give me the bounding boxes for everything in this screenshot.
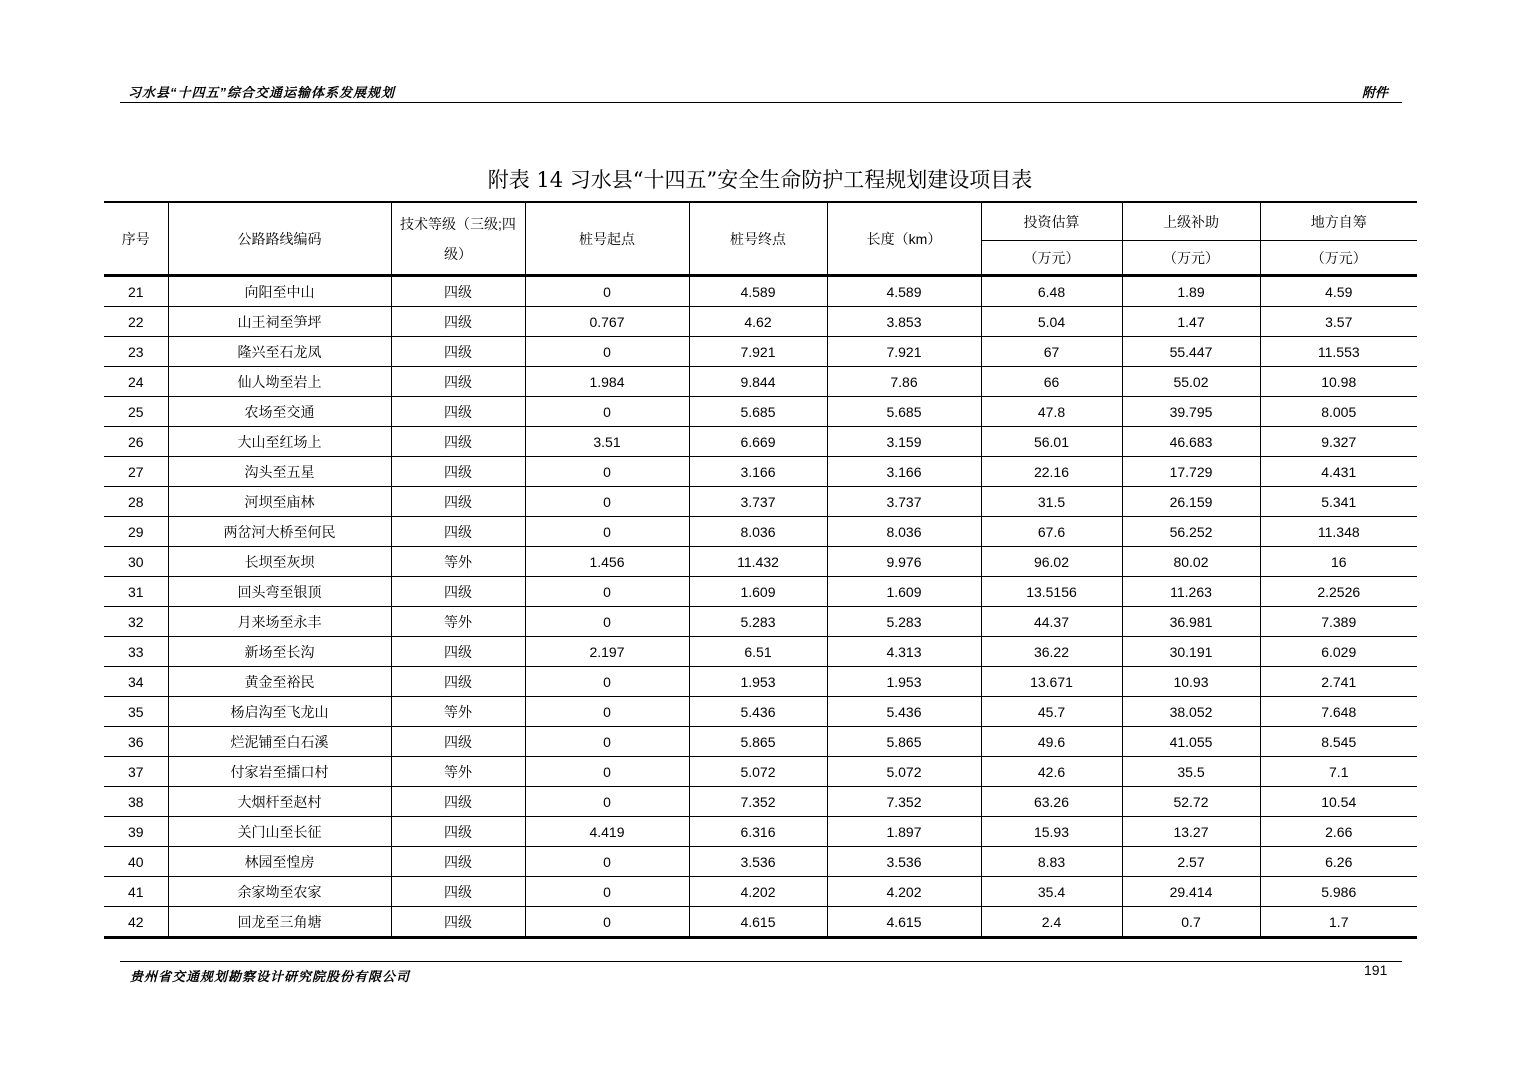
table-row xyxy=(104,817,1417,847)
table-row xyxy=(104,427,1417,457)
cell-length: 3.853 xyxy=(827,307,981,337)
cell-route-code: 长坝至灰坝 xyxy=(168,547,391,577)
header-investment: 投资估算 xyxy=(981,202,1122,241)
cell-length: 3.159 xyxy=(827,427,981,457)
cell-local-funding: 3.57 xyxy=(1260,307,1417,337)
cell-subsidy: 55.02 xyxy=(1122,367,1260,397)
cell-start-station: 0 xyxy=(525,607,689,637)
cell-end-station: 3.166 xyxy=(689,457,827,487)
cell-subsidy: 26.159 xyxy=(1122,487,1260,517)
cell-tech-grade: 四级 xyxy=(391,307,525,337)
table-row xyxy=(104,337,1417,367)
cell-route-code: 沟头至五星 xyxy=(168,457,391,487)
cell-end-station: 9.844 xyxy=(689,367,827,397)
cell-local-funding: 10.54 xyxy=(1260,787,1417,817)
cell-local-funding: 2.2526 xyxy=(1260,577,1417,607)
cell-route-code: 河坝至庙林 xyxy=(168,487,391,517)
cell-tech-grade: 等外 xyxy=(391,547,525,577)
cell-local-funding: 2.66 xyxy=(1260,817,1417,847)
header-section-label: 附件 xyxy=(1361,85,1388,100)
cell-length: 5.865 xyxy=(827,727,981,757)
cell-length: 4.615 xyxy=(827,907,981,938)
table-row xyxy=(104,877,1417,907)
cell-end-station: 7.921 xyxy=(689,337,827,367)
cell-local-funding: 11.553 xyxy=(1260,337,1417,367)
cell-route-code: 月来场至永丰 xyxy=(168,607,391,637)
cell-local-funding: 8.005 xyxy=(1260,397,1417,427)
cell-investment: 2.4 xyxy=(981,907,1122,938)
table-row xyxy=(104,847,1417,877)
cell-subsidy: 39.795 xyxy=(1122,397,1260,427)
cell-subsidy: 52.72 xyxy=(1122,787,1260,817)
cell-route-code: 余家坳至农家 xyxy=(168,877,391,907)
cell-seq: 22 xyxy=(104,307,168,337)
cell-tech-grade: 四级 xyxy=(391,907,525,938)
header-document-title: 习水县“十四五”综合交通运输体系发展规划 xyxy=(128,85,396,100)
cell-length: 4.589 xyxy=(827,276,981,307)
cell-tech-grade: 四级 xyxy=(391,427,525,457)
cell-seq: 40 xyxy=(104,847,168,877)
cell-tech-grade: 四级 xyxy=(391,637,525,667)
footer-rule xyxy=(120,961,1402,962)
cell-local-funding: 7.648 xyxy=(1260,697,1417,727)
cell-local-funding: 1.7 xyxy=(1260,907,1417,938)
cell-seq: 30 xyxy=(104,547,168,577)
cell-investment: 67 xyxy=(981,337,1122,367)
cell-seq: 25 xyxy=(104,397,168,427)
cell-tech-grade: 四级 xyxy=(391,276,525,307)
cell-route-code: 仙人坳至岩上 xyxy=(168,367,391,397)
cell-end-station: 5.436 xyxy=(689,697,827,727)
cell-local-funding: 9.327 xyxy=(1260,427,1417,457)
cell-tech-grade: 四级 xyxy=(391,847,525,877)
cell-seq: 31 xyxy=(104,577,168,607)
table-body xyxy=(104,276,1417,938)
cell-local-funding: 8.545 xyxy=(1260,727,1417,757)
cell-seq: 27 xyxy=(104,457,168,487)
cell-investment: 47.8 xyxy=(981,397,1122,427)
cell-start-station: 0 xyxy=(525,727,689,757)
table-row xyxy=(104,757,1417,787)
cell-tech-grade: 四级 xyxy=(391,727,525,757)
cell-seq: 21 xyxy=(104,276,168,307)
cell-length: 1.953 xyxy=(827,667,981,697)
cell-start-station: 3.51 xyxy=(525,427,689,457)
cell-tech-grade: 等外 xyxy=(391,757,525,787)
cell-investment: 96.02 xyxy=(981,547,1122,577)
cell-tech-grade: 四级 xyxy=(391,667,525,697)
cell-route-code: 大山至红场上 xyxy=(168,427,391,457)
cell-end-station: 4.62 xyxy=(689,307,827,337)
cell-route-code: 隆兴至石龙凤 xyxy=(168,337,391,367)
header-subsidy: 上级补助 xyxy=(1122,202,1260,241)
page-header xyxy=(120,80,1402,103)
table-row xyxy=(104,787,1417,817)
cell-local-funding: 4.431 xyxy=(1260,457,1417,487)
cell-investment: 31.5 xyxy=(981,487,1122,517)
cell-seq: 37 xyxy=(104,757,168,787)
cell-end-station: 3.737 xyxy=(689,487,827,517)
cell-end-station: 5.865 xyxy=(689,727,827,757)
cell-route-code: 农场至交通 xyxy=(168,397,391,427)
cell-length: 7.921 xyxy=(827,337,981,367)
header-tech-grade: 技术等级（三级;四级） xyxy=(391,202,525,276)
table-row xyxy=(104,607,1417,637)
cell-tech-grade: 四级 xyxy=(391,397,525,427)
cell-tech-grade: 四级 xyxy=(391,487,525,517)
cell-length: 7.352 xyxy=(827,787,981,817)
cell-end-station: 6.51 xyxy=(689,637,827,667)
header-length: 长度（km） xyxy=(827,202,981,276)
table-row xyxy=(104,517,1417,547)
cell-tech-grade: 等外 xyxy=(391,607,525,637)
cell-tech-grade: 四级 xyxy=(391,517,525,547)
cell-local-funding: 6.029 xyxy=(1260,637,1417,667)
cell-end-station: 4.589 xyxy=(689,276,827,307)
cell-length: 7.86 xyxy=(827,367,981,397)
cell-route-code: 回头弯至银顶 xyxy=(168,577,391,607)
cell-length: 5.436 xyxy=(827,697,981,727)
cell-local-funding: 7.1 xyxy=(1260,757,1417,787)
cell-start-station: 0 xyxy=(525,907,689,938)
cell-start-station: 0 xyxy=(525,397,689,427)
cell-end-station: 6.316 xyxy=(689,817,827,847)
cell-investment: 36.22 xyxy=(981,637,1122,667)
cell-start-station: 0 xyxy=(525,457,689,487)
cell-route-code: 回龙至三角塘 xyxy=(168,907,391,938)
cell-subsidy: 30.191 xyxy=(1122,637,1260,667)
cell-route-code: 大烟杆至赵村 xyxy=(168,787,391,817)
cell-route-code: 两岔河大桥至何民 xyxy=(168,517,391,547)
cell-start-station: 0 xyxy=(525,787,689,817)
cell-seq: 23 xyxy=(104,337,168,367)
table-row xyxy=(104,367,1417,397)
cell-end-station: 6.669 xyxy=(689,427,827,457)
header-local-funding: 地方自筹 xyxy=(1260,202,1417,241)
cell-end-station: 1.953 xyxy=(689,667,827,697)
cell-start-station: 0 xyxy=(525,577,689,607)
cell-start-station: 0 xyxy=(525,757,689,787)
cell-start-station: 1.456 xyxy=(525,547,689,577)
table-row xyxy=(104,487,1417,517)
cell-tech-grade: 四级 xyxy=(391,787,525,817)
cell-start-station: 0 xyxy=(525,276,689,307)
cell-seq: 41 xyxy=(104,877,168,907)
cell-route-code: 新场至长沟 xyxy=(168,637,391,667)
cell-subsidy: 35.5 xyxy=(1122,757,1260,787)
cell-investment: 15.93 xyxy=(981,817,1122,847)
cell-tech-grade: 四级 xyxy=(391,367,525,397)
header-local-funding-unit: （万元） xyxy=(1260,241,1417,276)
cell-local-funding: 5.986 xyxy=(1260,877,1417,907)
cell-subsidy: 0.7 xyxy=(1122,907,1260,938)
table-row xyxy=(104,457,1417,487)
cell-start-station: 0.767 xyxy=(525,307,689,337)
cell-investment: 42.6 xyxy=(981,757,1122,787)
cell-tech-grade: 四级 xyxy=(391,337,525,367)
cell-start-station: 0 xyxy=(525,517,689,547)
page-number: 191 xyxy=(1364,962,1388,978)
table-row xyxy=(104,697,1417,727)
cell-investment: 35.4 xyxy=(981,877,1122,907)
cell-local-funding: 6.26 xyxy=(1260,847,1417,877)
cell-length: 4.313 xyxy=(827,637,981,667)
table-row xyxy=(104,907,1417,938)
cell-investment: 67.6 xyxy=(981,517,1122,547)
header-end-station: 桩号终点 xyxy=(689,202,827,276)
cell-subsidy: 11.263 xyxy=(1122,577,1260,607)
table-row xyxy=(104,667,1417,697)
cell-end-station: 5.685 xyxy=(689,397,827,427)
cell-investment: 44.37 xyxy=(981,607,1122,637)
cell-subsidy: 2.57 xyxy=(1122,847,1260,877)
cell-subsidy: 29.414 xyxy=(1122,877,1260,907)
header-start-station: 桩号起点 xyxy=(525,202,689,276)
cell-length: 8.036 xyxy=(827,517,981,547)
table-row xyxy=(104,637,1417,667)
cell-investment: 5.04 xyxy=(981,307,1122,337)
header-route-code: 公路路线编码 xyxy=(168,202,391,276)
project-table xyxy=(104,201,1417,939)
cell-tech-grade: 等外 xyxy=(391,697,525,727)
cell-subsidy: 80.02 xyxy=(1122,547,1260,577)
table-row xyxy=(104,307,1417,337)
table-row xyxy=(104,276,1417,307)
cell-investment: 45.7 xyxy=(981,697,1122,727)
cell-length: 4.202 xyxy=(827,877,981,907)
table-title: 附表 14 习水县“十四五”安全生命防护工程规划建设项目表 xyxy=(487,168,1033,192)
cell-investment: 66 xyxy=(981,367,1122,397)
cell-local-funding: 10.98 xyxy=(1260,367,1417,397)
cell-route-code: 黄金至裕民 xyxy=(168,667,391,697)
cell-subsidy: 1.89 xyxy=(1122,276,1260,307)
cell-investment: 8.83 xyxy=(981,847,1122,877)
cell-end-station: 5.283 xyxy=(689,607,827,637)
cell-length: 5.072 xyxy=(827,757,981,787)
cell-local-funding: 16 xyxy=(1260,547,1417,577)
cell-seq: 26 xyxy=(104,427,168,457)
cell-tech-grade: 四级 xyxy=(391,577,525,607)
cell-subsidy: 36.981 xyxy=(1122,607,1260,637)
cell-start-station: 0 xyxy=(525,847,689,877)
cell-investment: 49.6 xyxy=(981,727,1122,757)
cell-length: 3.166 xyxy=(827,457,981,487)
cell-route-code: 向阳至中山 xyxy=(168,276,391,307)
cell-start-station: 0 xyxy=(525,337,689,367)
cell-end-station: 7.352 xyxy=(689,787,827,817)
cell-start-station: 0 xyxy=(525,697,689,727)
table-row xyxy=(104,547,1417,577)
cell-tech-grade: 四级 xyxy=(391,457,525,487)
cell-tech-grade: 四级 xyxy=(391,817,525,847)
table-row xyxy=(104,577,1417,607)
cell-local-funding: 4.59 xyxy=(1260,276,1417,307)
cell-seq: 36 xyxy=(104,727,168,757)
cell-route-code: 关门山至长征 xyxy=(168,817,391,847)
header-investment-unit: （万元） xyxy=(981,241,1122,276)
cell-seq: 35 xyxy=(104,697,168,727)
cell-local-funding: 5.341 xyxy=(1260,487,1417,517)
cell-subsidy: 17.729 xyxy=(1122,457,1260,487)
cell-seq: 32 xyxy=(104,607,168,637)
cell-seq: 42 xyxy=(104,907,168,938)
cell-investment: 56.01 xyxy=(981,427,1122,457)
cell-start-station: 4.419 xyxy=(525,817,689,847)
cell-start-station: 1.984 xyxy=(525,367,689,397)
cell-seq: 39 xyxy=(104,817,168,847)
cell-seq: 24 xyxy=(104,367,168,397)
cell-investment: 22.16 xyxy=(981,457,1122,487)
cell-end-station: 4.615 xyxy=(689,907,827,938)
cell-route-code: 林园至惶房 xyxy=(168,847,391,877)
cell-subsidy: 41.055 xyxy=(1122,727,1260,757)
cell-end-station: 11.432 xyxy=(689,547,827,577)
cell-investment: 63.26 xyxy=(981,787,1122,817)
cell-start-station: 0 xyxy=(525,487,689,517)
header-seq: 序号 xyxy=(104,202,168,276)
cell-length: 1.609 xyxy=(827,577,981,607)
cell-subsidy: 46.683 xyxy=(1122,427,1260,457)
cell-seq: 33 xyxy=(104,637,168,667)
cell-subsidy: 13.27 xyxy=(1122,817,1260,847)
cell-end-station: 5.072 xyxy=(689,757,827,787)
cell-route-code: 付家岩至擂口村 xyxy=(168,757,391,787)
cell-local-funding: 2.741 xyxy=(1260,667,1417,697)
cell-start-station: 0 xyxy=(525,667,689,697)
cell-start-station: 2.197 xyxy=(525,637,689,667)
cell-local-funding: 7.389 xyxy=(1260,607,1417,637)
cell-seq: 34 xyxy=(104,667,168,697)
cell-length: 5.685 xyxy=(827,397,981,427)
cell-start-station: 0 xyxy=(525,877,689,907)
cell-length: 1.897 xyxy=(827,817,981,847)
cell-subsidy: 56.252 xyxy=(1122,517,1260,547)
cell-subsidy: 1.47 xyxy=(1122,307,1260,337)
cell-length: 3.737 xyxy=(827,487,981,517)
cell-investment: 13.5156 xyxy=(981,577,1122,607)
cell-seq: 38 xyxy=(104,787,168,817)
cell-seq: 29 xyxy=(104,517,168,547)
cell-end-station: 1.609 xyxy=(689,577,827,607)
header-subsidy-unit: （万元） xyxy=(1122,241,1260,276)
cell-end-station: 3.536 xyxy=(689,847,827,877)
cell-length: 9.976 xyxy=(827,547,981,577)
cell-investment: 13.671 xyxy=(981,667,1122,697)
cell-seq: 28 xyxy=(104,487,168,517)
cell-route-code: 烂泥铺至白石溪 xyxy=(168,727,391,757)
footer-organization: 贵州省交通规划勘察设计研究院股份有限公司 xyxy=(130,969,411,984)
table-row xyxy=(104,397,1417,427)
cell-tech-grade: 四级 xyxy=(391,877,525,907)
cell-length: 3.536 xyxy=(827,847,981,877)
cell-investment: 6.48 xyxy=(981,276,1122,307)
cell-route-code: 山王祠至笋坪 xyxy=(168,307,391,337)
cell-subsidy: 55.447 xyxy=(1122,337,1260,367)
cell-subsidy: 38.052 xyxy=(1122,697,1260,727)
cell-local-funding: 11.348 xyxy=(1260,517,1417,547)
cell-end-station: 4.202 xyxy=(689,877,827,907)
cell-length: 5.283 xyxy=(827,607,981,637)
table-row xyxy=(104,727,1417,757)
cell-route-code: 杨启沟至飞龙山 xyxy=(168,697,391,727)
cell-end-station: 8.036 xyxy=(689,517,827,547)
cell-subsidy: 10.93 xyxy=(1122,667,1260,697)
